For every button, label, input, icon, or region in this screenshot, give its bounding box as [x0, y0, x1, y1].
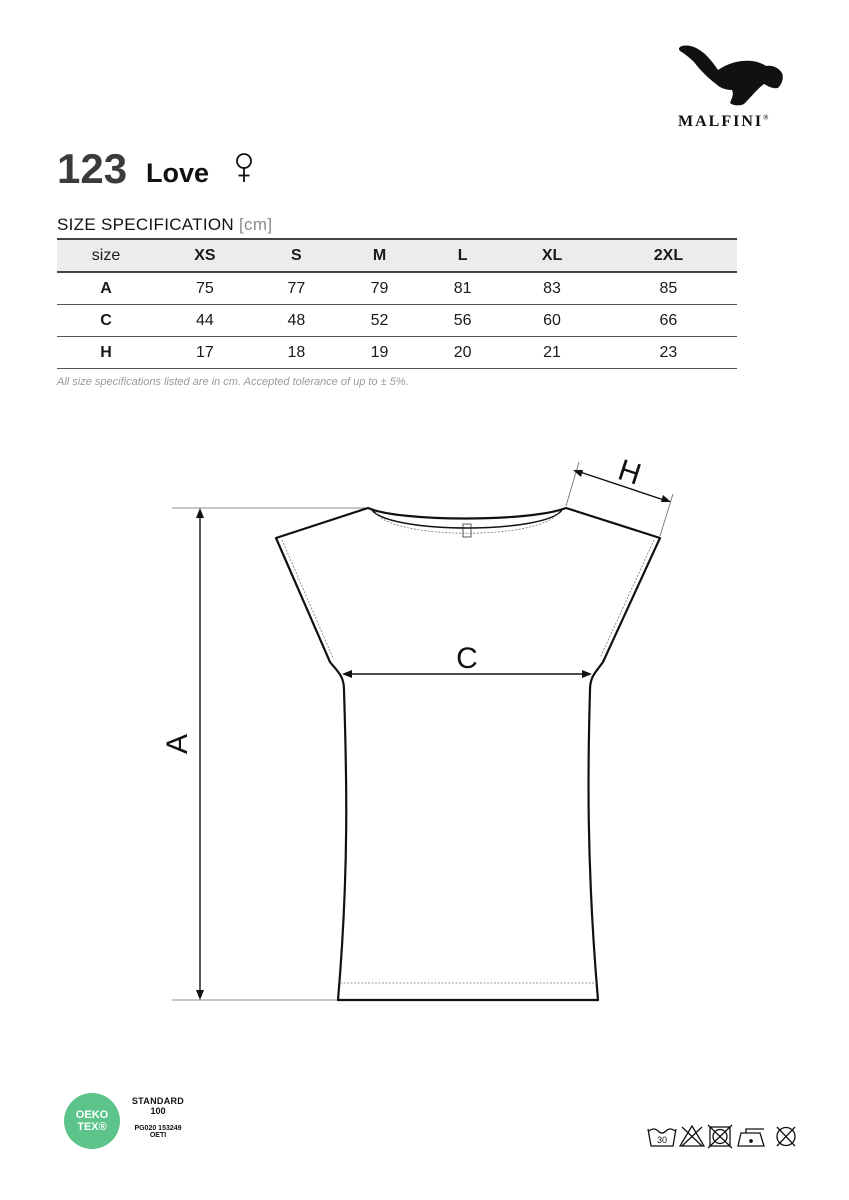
column-header: S — [291, 246, 302, 264]
no-bleach-icon — [680, 1126, 704, 1146]
column-header: XL — [541, 246, 563, 264]
row-header: C — [100, 311, 112, 329]
table-row — [57, 337, 737, 369]
dimension-h-label: H — [614, 453, 645, 492]
table-cell: 85 — [659, 279, 678, 297]
table-cell: 56 — [453, 311, 472, 329]
row-header: H — [100, 343, 112, 361]
table-header-row — [57, 239, 737, 272]
oeko-tex-line1: OEKO — [75, 1109, 109, 1121]
dimension-a-arrow — [196, 508, 204, 1000]
extension-line-h1 — [566, 462, 579, 506]
column-header: M — [372, 246, 387, 264]
table-cell: 60 — [543, 311, 561, 329]
no-tumble-dry-icon — [708, 1125, 732, 1148]
standard-number: 100 — [150, 1106, 166, 1116]
brand-name — [678, 113, 798, 131]
table-cell: 52 — [370, 311, 389, 329]
registered-mark: ® — [763, 113, 769, 122]
table-cell: 66 — [659, 311, 678, 329]
oeko-tex-badge — [64, 1093, 120, 1149]
right-sleeve-stitch — [600, 540, 654, 658]
table-cell: 19 — [370, 343, 389, 361]
spec-unit: [cm] — [239, 215, 273, 234]
tshirt-outline — [276, 508, 660, 1000]
standard-label: STANDARD — [131, 1096, 185, 1106]
column-header: XS — [194, 246, 216, 264]
left-sleeve-stitch — [282, 540, 333, 658]
column-header: size — [91, 246, 121, 264]
table-cell: 20 — [453, 343, 472, 361]
table-cell: 17 — [195, 343, 214, 361]
product-name: Love — [146, 158, 210, 188]
care-symbols — [646, 1122, 802, 1150]
table-row — [57, 305, 737, 337]
certificate-code: PG020 153249 — [134, 1125, 182, 1132]
eagle-icon — [672, 40, 800, 112]
dimension-c-label: C — [456, 642, 478, 675]
tolerance-note: All size specifications listed are in cm. Accepted tolerance of up to ± 5%. — [57, 376, 409, 388]
table-cell: 81 — [453, 279, 472, 297]
column-header: 2XL — [653, 246, 684, 264]
oeko-tex-standard — [120, 1096, 196, 1139]
certificate-institute: OETI — [149, 1132, 167, 1139]
table-cell: 21 — [543, 343, 561, 361]
table-cell: 23 — [659, 343, 678, 361]
table-cell: 48 — [287, 311, 306, 329]
spec-title — [57, 215, 272, 235]
table-cell: 79 — [370, 279, 389, 297]
iron-low-icon — [738, 1129, 764, 1146]
table-cell: 83 — [543, 279, 561, 297]
oeko-tex-line2: TEX® — [77, 1121, 107, 1133]
table-cell: 44 — [195, 311, 214, 329]
product-code: 123 — [57, 145, 128, 192]
wash-temperature: 30 — [656, 1135, 668, 1145]
table-cell: 75 — [195, 279, 214, 297]
table-row — [57, 272, 737, 305]
spec-title-text: SIZE SPECIFICATION — [57, 215, 234, 234]
row-header: A — [100, 279, 112, 297]
neck-label-tag — [463, 524, 471, 537]
dimension-a-label: A — [161, 733, 194, 755]
female-symbol-icon — [233, 151, 255, 185]
no-dry-clean-icon — [777, 1127, 795, 1146]
column-header: L — [457, 246, 468, 264]
table-cell: 18 — [287, 343, 306, 361]
garment-diagram — [0, 440, 849, 1020]
size-table — [57, 238, 737, 369]
table-cell: 77 — [287, 279, 306, 297]
brand-name-text: MALFINI — [678, 113, 764, 130]
